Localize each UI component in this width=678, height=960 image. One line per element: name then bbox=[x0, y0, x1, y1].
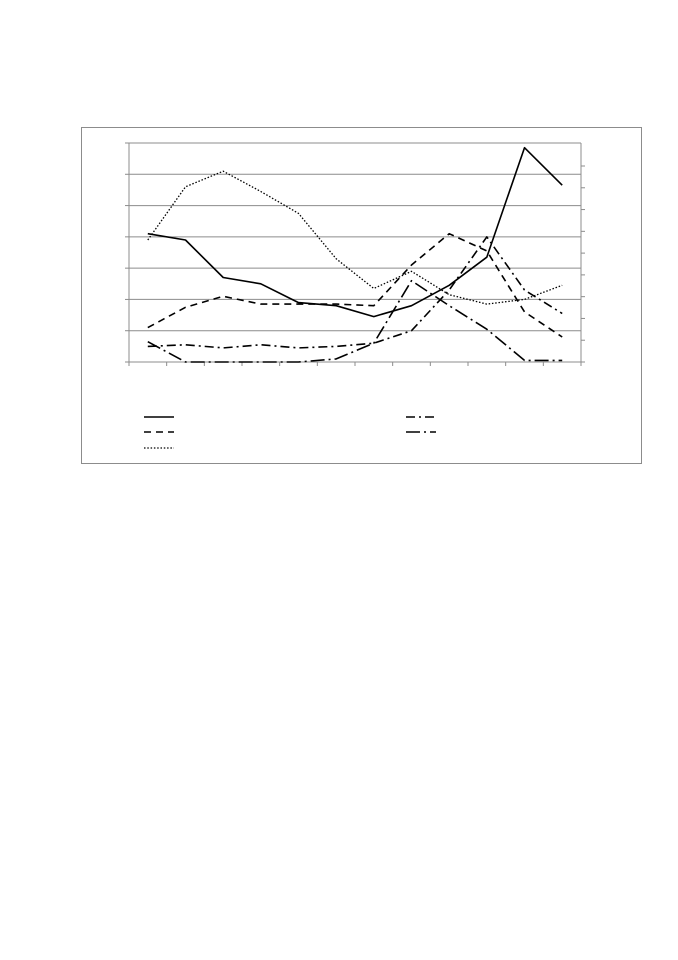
line-chart bbox=[82, 128, 643, 465]
series-line-1 bbox=[148, 148, 562, 317]
series-line-2 bbox=[148, 234, 562, 337]
series-line-4 bbox=[148, 237, 562, 348]
axes bbox=[125, 143, 585, 366]
series-lines bbox=[148, 148, 562, 362]
series-line-3 bbox=[148, 171, 562, 304]
series-line-5 bbox=[148, 281, 562, 362]
chart-frame bbox=[81, 127, 642, 464]
gridlines bbox=[129, 143, 581, 362]
legend bbox=[144, 417, 436, 448]
